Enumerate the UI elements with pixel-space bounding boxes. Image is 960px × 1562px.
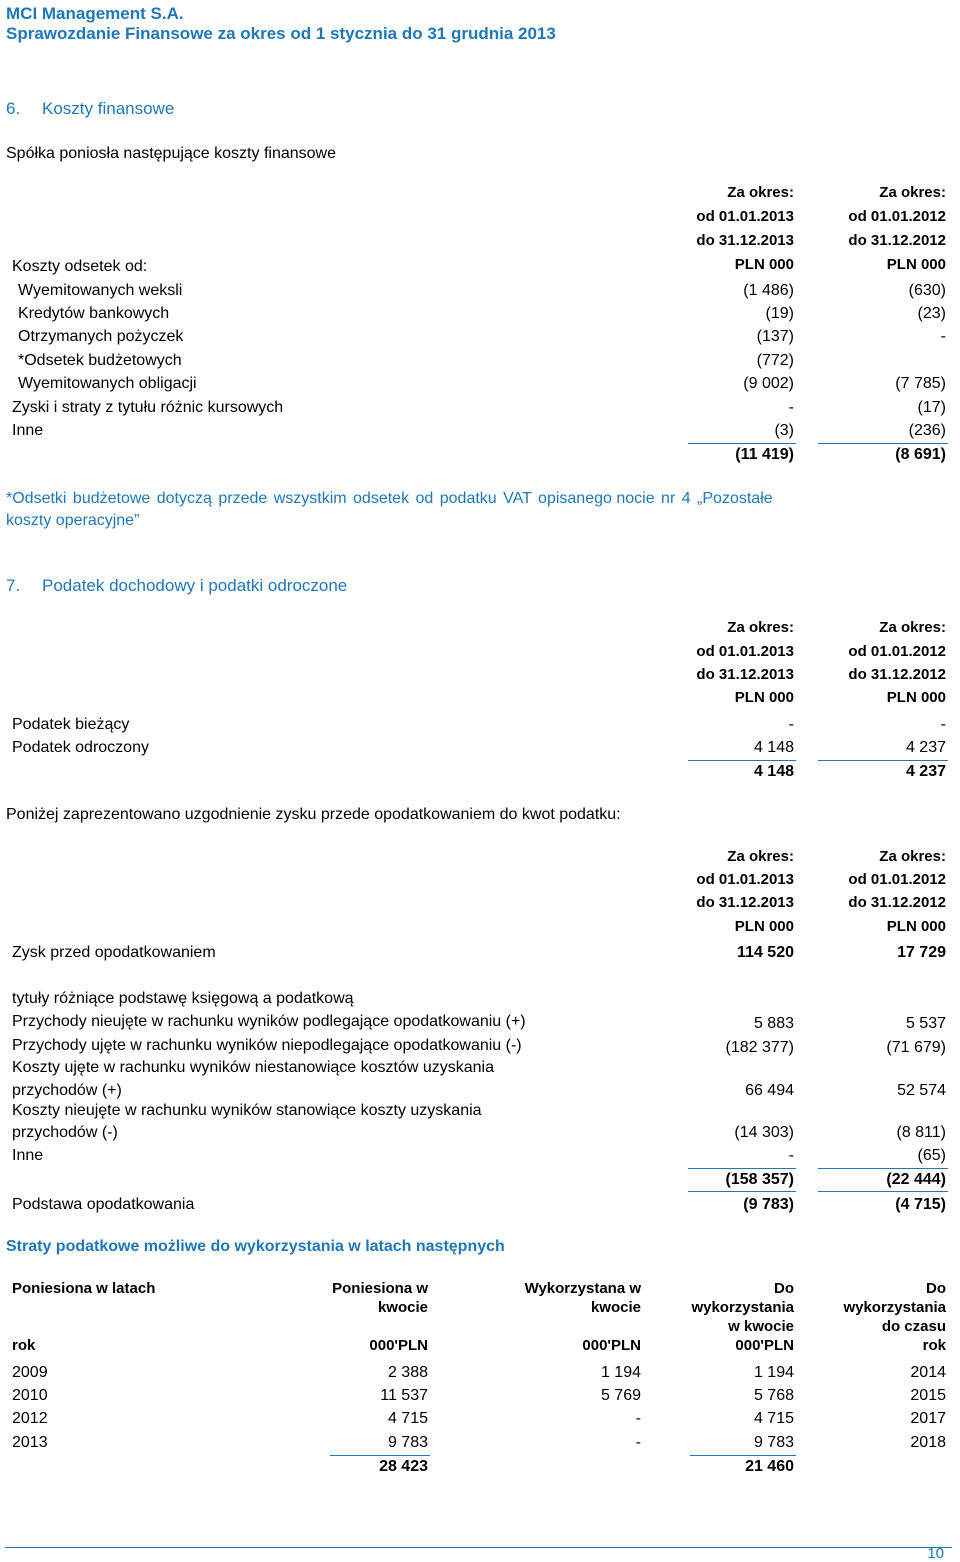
losses-col3-h2: kwocie [590, 1299, 641, 1316]
s6-row-v2: (23) [917, 305, 946, 322]
s6-row-v1: (3) [774, 422, 794, 439]
s6-row-label: Wyemitowanych weksli [18, 282, 183, 299]
s6-row-v1: (772) [756, 352, 794, 369]
diff-row-v1: (14 303) [734, 1124, 794, 1141]
page-number: 10 [927, 1545, 944, 1562]
s6-row-label: Inne [12, 422, 44, 439]
losses-col4-h2: wykorzystania [691, 1299, 794, 1316]
losses-col4-h1: Do [774, 1280, 794, 1297]
losses-col5-h4: rok [922, 1337, 946, 1354]
s6-col2-h1: Za okres: [879, 184, 946, 201]
s6-row-v1: (19) [765, 305, 794, 322]
subtotal-rule [688, 1191, 796, 1192]
profit-before-tax-label: Zysk przed opodatkowaniem [12, 944, 216, 961]
footer-rule [5, 1547, 952, 1548]
losses-total-rule [330, 1455, 430, 1456]
rec-col1-h2: od 01.01.2013 [696, 871, 794, 888]
s7-row-label: Podatek bieżący [12, 716, 130, 733]
tax-base-label: Podstawa opodatkowania [12, 1196, 195, 1213]
s6-row-label: Zyski i straty z tytułu różnic kursowych [12, 399, 284, 416]
losses-col2-h2: kwocie [377, 1299, 428, 1316]
losses-total-rule [690, 1455, 796, 1456]
report-subtitle: Sprawozdanie Finansowe za okres od 1 stycznia do 31 grudnia 2013 [6, 24, 556, 43]
losses-incurred: 2 388 [387, 1364, 428, 1381]
s7-total-v2: 4 237 [905, 763, 946, 780]
section-6-number: 6. [6, 99, 21, 118]
s6-row-v1: (9 002) [743, 375, 794, 392]
s6-row-v2: (236) [908, 422, 946, 439]
diff-row-v1: - [788, 1147, 794, 1164]
rec-col2-h1: Za okres: [879, 848, 946, 865]
losses-col2-h1: Poniesiona w [332, 1280, 428, 1297]
losses-used: - [635, 1410, 641, 1427]
diff-row-label: Przychody ujęte w rachunku wyników niepodlegające opodatkowaniu (-) [12, 1037, 522, 1054]
s6-row-v1: (137) [756, 328, 794, 345]
subtotal-rule [818, 760, 948, 761]
s6-row-v2: (7 785) [895, 375, 946, 392]
subtotal-rule [818, 1168, 948, 1169]
losses-col5-h3: do czasu [881, 1318, 946, 1335]
s6-note-text: *Odsetki budżetowe dotyczą przede wszystkim odsetek od podatku VAT opisanego [6, 490, 612, 507]
s6-row-label: Otrzymanych pożyczek [18, 328, 184, 345]
losses-col4-h4: 000'PLN [735, 1337, 794, 1354]
diff-row-v2: (71 679) [886, 1039, 946, 1056]
s7-col2-h1: Za okres: [879, 619, 946, 636]
losses-used: 1 194 [600, 1364, 641, 1381]
diff-row-label-cont: przychodów (+) [12, 1082, 122, 1099]
losses-total-available: 21 460 [745, 1458, 794, 1475]
profit-before-tax-v1: 114 520 [737, 944, 794, 961]
rec-col1-h4: PLN 000 [734, 918, 794, 935]
diff-row-v1: 5 883 [753, 1015, 794, 1032]
diff-row-label: Koszty ujęte w rachunku wyników niestanowiące kosztów uzyskania [12, 1059, 495, 1076]
s6-row-v1: (1 486) [743, 282, 794, 299]
s6-col2-h4: PLN 000 [886, 256, 946, 273]
losses-col5-h1: Do [926, 1280, 946, 1297]
rec-col2-h3: do 31.12.2012 [848, 894, 946, 911]
losses-until: 2018 [910, 1434, 946, 1451]
s6-row-v1: - [788, 399, 794, 416]
losses-col1-h3: rok [12, 1337, 36, 1354]
losses-col5-h2: wykorzystania [843, 1299, 946, 1316]
losses-used: 5 769 [600, 1387, 641, 1404]
subtotal-rule [818, 443, 948, 444]
rec-col1-h1: Za okres: [727, 848, 794, 865]
losses-year: 2009 [12, 1364, 48, 1381]
s6-note-link-cont[interactable]: koszty operacyjne” [6, 512, 140, 529]
losses-year: 2012 [12, 1410, 48, 1427]
diff-row-v2: 52 574 [897, 1082, 946, 1099]
losses-available: 9 783 [753, 1434, 794, 1451]
losses-until: 2017 [910, 1410, 946, 1427]
s6-row-v2: (630) [908, 282, 946, 299]
s6-col1-h2: od 01.01.2013 [696, 208, 794, 225]
s6-col1-h4: PLN 000 [734, 256, 794, 273]
s7-row-v1: 4 148 [753, 739, 794, 756]
s7-col1-h2: od 01.01.2013 [696, 643, 794, 660]
losses-available: 1 194 [753, 1364, 794, 1381]
losses-total-incurred: 28 423 [379, 1458, 428, 1475]
s6-col2-h3: do 31.12.2012 [848, 232, 946, 249]
losses-incurred: 11 537 [380, 1387, 428, 1404]
s7-row-v2: - [940, 716, 946, 733]
diff-total-v1: (158 357) [725, 1171, 794, 1188]
s6-col2-h2: od 01.01.2012 [848, 208, 946, 225]
losses-col4-h3: w kwocie [728, 1318, 794, 1335]
losses-year: 2013 [12, 1434, 48, 1451]
losses-title: Straty podatkowe możliwe do wykorzystania w latach następnych [6, 1238, 505, 1255]
s6-note-link[interactable]: nocie nr 4 „Pozostałe [616, 490, 773, 507]
profit-before-tax-v2: 17 729 [897, 944, 946, 961]
diff-row-label: Koszty nieujęte w rachunku wyników stanowiące koszty uzyskania [12, 1102, 482, 1119]
s7-col2-h4: PLN 000 [886, 689, 946, 706]
losses-until: 2015 [910, 1387, 946, 1404]
s6-row-label: *Odsetek budżetowych [18, 352, 182, 369]
s7-col1-h3: do 31.12.2013 [696, 666, 794, 683]
diff-row-v2: 5 537 [905, 1015, 946, 1032]
s6-row-v2: - [940, 328, 946, 345]
s7-col1-h1: Za okres: [727, 619, 794, 636]
s7-total-v1: 4 148 [753, 763, 794, 780]
s6-col1-h1: Za okres: [727, 184, 794, 201]
s6-row-label: Wyemitowanych obligacji [18, 375, 197, 392]
losses-col3-h3: 000'PLN [582, 1337, 641, 1354]
s6-total-v2: (8 691) [895, 446, 946, 463]
subtotal-rule [688, 443, 796, 444]
s7-row-label: Podatek odroczony [12, 739, 149, 756]
losses-col3-h1: Wykorzystana w [524, 1280, 641, 1297]
s6-row-v2: (17) [917, 399, 946, 416]
rec-col2-h2: od 01.01.2012 [848, 871, 946, 888]
diff-heading: tytuły różniące podstawę księgową a podatkową [12, 990, 354, 1007]
diff-row-v1: 66 494 [745, 1082, 794, 1099]
rec-col2-h4: PLN 000 [886, 918, 946, 935]
section-6-title: Koszty finansowe [42, 99, 175, 118]
losses-available: 4 715 [753, 1410, 794, 1427]
losses-available: 5 768 [753, 1387, 794, 1404]
s7-row-v1: - [788, 716, 794, 733]
losses-until: 2014 [910, 1364, 946, 1381]
subtotal-rule [688, 1168, 796, 1169]
diff-row-label-cont: przychodów (-) [12, 1124, 118, 1141]
losses-col1-h1: Poniesiona w latach [12, 1280, 156, 1297]
s6-total-v1: (11 419) [735, 446, 794, 463]
losses-incurred: 4 715 [387, 1410, 428, 1427]
losses-col2-h3: 000'PLN [369, 1337, 428, 1354]
s7-col2-h2: od 01.01.2012 [848, 643, 946, 660]
s6-group-label: Koszty odsetek od: [12, 258, 148, 275]
rec-col1-h3: do 31.12.2013 [696, 894, 794, 911]
tax-base-v2: (4 715) [895, 1196, 946, 1213]
diff-row-v1: (182 377) [725, 1039, 794, 1056]
section-7-title: Podatek dochodowy i podatki odroczone [42, 576, 348, 595]
losses-used: - [635, 1434, 641, 1451]
section-6-intro: Spółka poniosła następujące koszty finansowe [6, 145, 336, 162]
diff-row-label: Inne [12, 1147, 44, 1164]
section-7-number: 7. [6, 576, 21, 595]
losses-year: 2010 [12, 1387, 48, 1404]
reconciliation-intro: Poniżej zaprezentowano uzgodnienie zysku przede opodatkowaniem do kwot podatku: [6, 806, 621, 823]
s7-row-v2: 4 237 [905, 739, 946, 756]
s6-row-label: Kredytów bankowych [18, 305, 170, 322]
subtotal-rule [688, 760, 796, 761]
diff-total-v2: (22 444) [886, 1171, 946, 1188]
s6-col1-h3: do 31.12.2013 [696, 232, 794, 249]
s7-col1-h4: PLN 000 [734, 689, 794, 706]
losses-incurred: 9 783 [387, 1434, 428, 1451]
diff-row-v2: (8 811) [896, 1124, 946, 1141]
diff-row-v2: (65) [917, 1147, 946, 1164]
diff-row-label: Przychody nieujęte w rachunku wyników podlegające opodatkowaniu (+) [12, 1013, 526, 1030]
company-name: MCI Management S.A. [6, 4, 184, 23]
tax-base-v1: (9 783) [743, 1196, 794, 1213]
s7-col2-h3: do 31.12.2012 [848, 666, 946, 683]
s6-note [6, 490, 773, 508]
subtotal-rule [818, 1191, 948, 1192]
